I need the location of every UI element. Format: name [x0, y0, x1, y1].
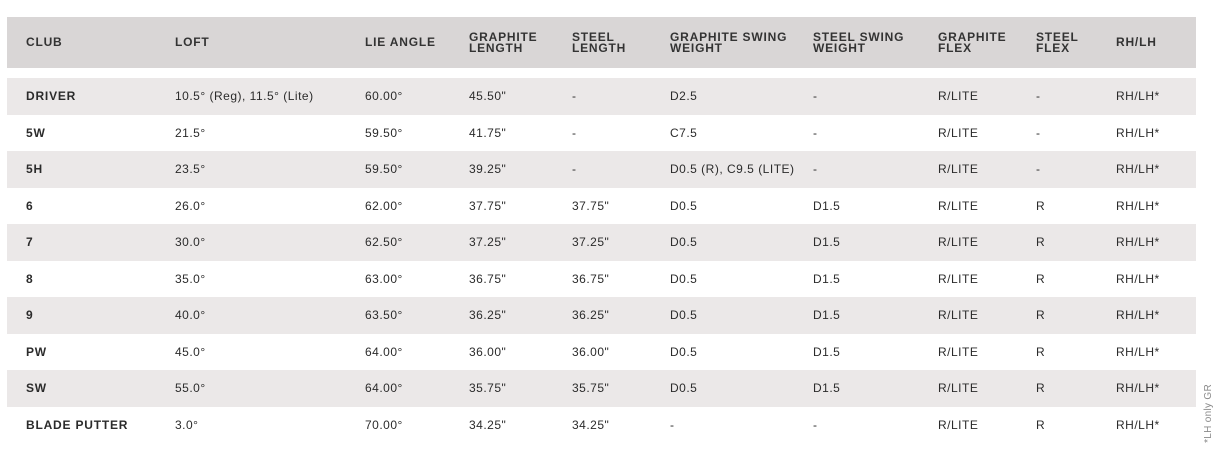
table-body — [7, 78, 1196, 443]
cell-lie-angle: 59.50° — [365, 162, 403, 177]
cell-graphite-length: 37.75" — [469, 198, 507, 213]
cell-graphite-flex: R/LITE — [938, 198, 979, 213]
cell-club: DRIVER — [26, 89, 77, 104]
cell-steel-length: 36.00" — [572, 344, 610, 359]
cell-steel-flex: R — [1036, 235, 1046, 250]
cell-steel-length: 36.25" — [572, 308, 610, 323]
header-steel-swing-weight: STEEL SWING WEIGHT — [813, 29, 905, 55]
cell-loft: 21.5° — [175, 125, 206, 140]
table-row — [7, 224, 1196, 261]
cell-loft: 10.5° (Reg), 11.5° (Lite) — [175, 89, 314, 104]
cell-steel-flex: - — [1036, 125, 1041, 140]
cell-loft: 45.0° — [175, 344, 206, 359]
cell-rh-lh: RH/LH* — [1116, 381, 1160, 396]
header-steel-length: STEEL LENGTH — [572, 29, 627, 55]
cell-club: SW — [26, 381, 47, 396]
cell-loft: 30.0° — [175, 235, 206, 250]
table-row — [7, 261, 1196, 298]
cell-lie-angle: 64.00° — [365, 344, 403, 359]
cell-loft: 55.0° — [175, 381, 206, 396]
cell-graphite-swing-weight: D0.5 — [670, 235, 698, 250]
cell-graphite-swing-weight: C7.5 — [670, 125, 698, 140]
cell-steel-length: 37.25" — [572, 235, 610, 250]
table-row — [7, 78, 1196, 115]
cell-loft: 35.0° — [175, 271, 206, 286]
cell-steel-flex: R — [1036, 198, 1046, 213]
cell-steel-swing-weight: D1.5 — [813, 271, 841, 286]
cell-steel-swing-weight: D1.5 — [813, 344, 841, 359]
header-club: CLUB — [26, 35, 63, 49]
cell-loft: 26.0° — [175, 198, 206, 213]
specs-table — [7, 17, 1196, 443]
header-graphite-length: GRAPHITE LENGTH — [469, 29, 538, 55]
cell-loft: 3.0° — [175, 417, 199, 432]
cell-graphite-length: 35.75" — [469, 381, 507, 396]
cell-graphite-swing-weight: D2.5 — [670, 89, 698, 104]
table-row — [7, 188, 1196, 225]
cell-steel-swing-weight: - — [813, 162, 818, 177]
cell-rh-lh: RH/LH* — [1116, 125, 1160, 140]
cell-steel-swing-weight: - — [813, 125, 818, 140]
cell-steel-swing-weight: D1.5 — [813, 308, 841, 323]
cell-graphite-flex: R/LITE — [938, 308, 979, 323]
cell-graphite-flex: R/LITE — [938, 381, 979, 396]
cell-graphite-swing-weight: D0.5 (R), C9.5 (LITE) — [670, 162, 795, 177]
cell-steel-swing-weight: - — [813, 417, 818, 432]
cell-steel-swing-weight: D1.5 — [813, 235, 841, 250]
table-row — [7, 370, 1196, 407]
cell-club: PW — [26, 344, 47, 359]
cell-graphite-flex: R/LITE — [938, 344, 979, 359]
cell-graphite-swing-weight: D0.5 — [670, 198, 698, 213]
cell-graphite-length: 36.25" — [469, 308, 507, 323]
cell-graphite-swing-weight: D0.5 — [670, 271, 698, 286]
cell-graphite-flex: R/LITE — [938, 162, 979, 177]
cell-club: 7 — [26, 235, 34, 250]
cell-steel-flex: R — [1036, 308, 1046, 323]
cell-graphite-swing-weight: D0.5 — [670, 308, 698, 323]
cell-steel-swing-weight: D1.5 — [813, 198, 841, 213]
header-graphite-swing-weight: GRAPHITE SWING WEIGHT — [670, 29, 788, 55]
cell-steel-swing-weight: - — [813, 89, 818, 104]
cell-graphite-flex: R/LITE — [938, 235, 979, 250]
cell-steel-length: 34.25" — [572, 417, 610, 432]
cell-loft: 23.5° — [175, 162, 206, 177]
cell-lie-angle: 62.50° — [365, 235, 403, 250]
cell-loft: 40.0° — [175, 308, 206, 323]
cell-club: 5H — [26, 162, 43, 177]
cell-club: 6 — [26, 198, 34, 213]
cell-graphite-length: 37.25" — [469, 235, 507, 250]
cell-rh-lh: RH/LH* — [1116, 162, 1160, 177]
cell-lie-angle: 63.50° — [365, 308, 403, 323]
table-row — [7, 297, 1196, 334]
cell-steel-length: - — [572, 125, 577, 140]
cell-club: 5W — [26, 125, 46, 140]
cell-steel-flex: - — [1036, 162, 1041, 177]
cell-steel-length: 35.75" — [572, 381, 610, 396]
cell-lie-angle: 62.00° — [365, 198, 403, 213]
cell-graphite-length: 34.25" — [469, 417, 507, 432]
cell-steel-flex: R — [1036, 381, 1046, 396]
header-graphite-flex: GRAPHITE FLEX — [938, 29, 1007, 55]
cell-lie-angle: 59.50° — [365, 125, 403, 140]
footnote: *LH only GR — [1203, 384, 1214, 443]
cell-rh-lh: RH/LH* — [1116, 271, 1160, 286]
cell-lie-angle: 70.00° — [365, 417, 403, 432]
cell-rh-lh: RH/LH* — [1116, 198, 1160, 213]
cell-graphite-swing-weight: - — [670, 417, 675, 432]
cell-graphite-flex: R/LITE — [938, 125, 979, 140]
header-loft: LOFT — [175, 35, 210, 49]
cell-rh-lh: RH/LH* — [1116, 417, 1160, 432]
cell-steel-flex: R — [1036, 344, 1046, 359]
cell-rh-lh: RH/LH* — [1116, 344, 1160, 359]
cell-graphite-swing-weight: D0.5 — [670, 344, 698, 359]
cell-steel-length: - — [572, 89, 577, 104]
table-row — [7, 334, 1196, 371]
cell-club: 9 — [26, 308, 34, 323]
cell-graphite-length: 45.50" — [469, 89, 507, 104]
cell-steel-flex: R — [1036, 417, 1046, 432]
cell-steel-flex: R — [1036, 271, 1046, 286]
cell-graphite-flex: R/LITE — [938, 89, 979, 104]
header-lie-angle: LIE ANGLE — [365, 35, 436, 49]
cell-rh-lh: RH/LH* — [1116, 235, 1160, 250]
cell-club: BLADE PUTTER — [26, 417, 129, 432]
cell-graphite-swing-weight: D0.5 — [670, 381, 698, 396]
cell-steel-length: 36.75" — [572, 271, 610, 286]
cell-graphite-length: 41.75" — [469, 125, 507, 140]
cell-lie-angle: 63.00° — [365, 271, 403, 286]
cell-steel-length: - — [572, 162, 577, 177]
cell-lie-angle: 60.00° — [365, 89, 403, 104]
cell-steel-flex: - — [1036, 89, 1041, 104]
header-steel-flex: STEEL FLEX — [1036, 29, 1079, 55]
cell-graphite-length: 36.00" — [469, 344, 507, 359]
cell-graphite-flex: R/LITE — [938, 271, 979, 286]
cell-graphite-length: 36.75" — [469, 271, 507, 286]
table-row — [7, 115, 1196, 152]
cell-rh-lh: RH/LH* — [1116, 89, 1160, 104]
header-rh-lh: RH/LH — [1116, 35, 1157, 49]
cell-graphite-flex: R/LITE — [938, 417, 979, 432]
cell-steel-length: 37.75" — [572, 198, 610, 213]
cell-lie-angle: 64.00° — [365, 381, 403, 396]
cell-graphite-length: 39.25" — [469, 162, 507, 177]
cell-steel-swing-weight: D1.5 — [813, 381, 841, 396]
cell-rh-lh: RH/LH* — [1116, 308, 1160, 323]
table-header — [7, 17, 1196, 68]
cell-club: 8 — [26, 271, 34, 286]
table-row — [7, 407, 1196, 444]
table-row — [7, 151, 1196, 188]
